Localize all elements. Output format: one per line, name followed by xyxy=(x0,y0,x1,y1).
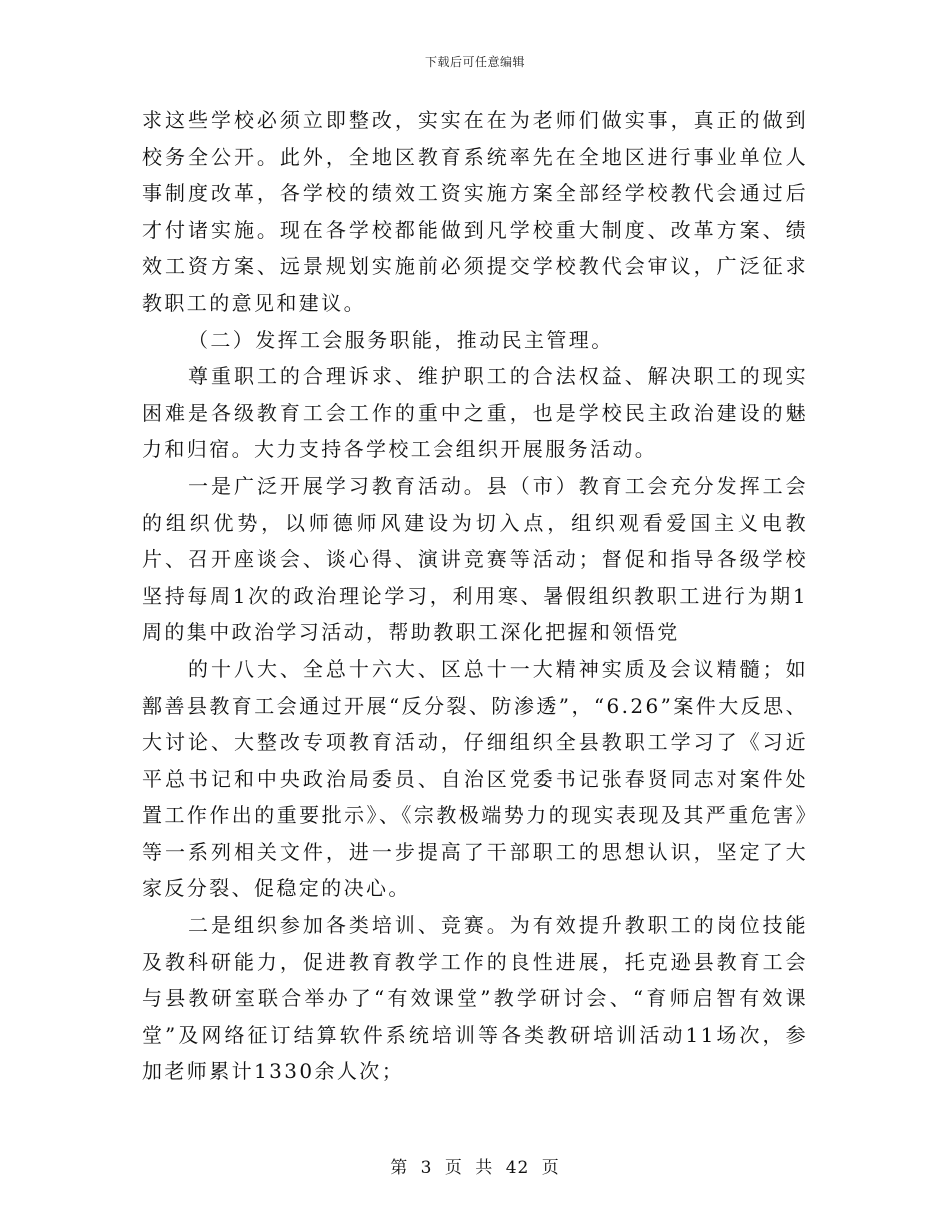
footer-label-page: 第 xyxy=(390,1158,409,1178)
footer-label-total: 共 xyxy=(475,1158,494,1178)
footer-label-page-unit: 页 xyxy=(444,1158,463,1178)
paragraph-5: 的十八大、全总十六大、区总十一大精神实质及会议精髓；如鄯善县教育工会通过开展“反分裂、防渗透”，“6.26”案件大反思、大讨论、大整改专项教育活动，仔细组织全县教职工学习了《习近平总书记和中央政治局委员、自治区党委书记张春贤同志对案件处置工作作出的重要批示》、《宗教极端势力的现实表现及其严重危害》等一系列相关文件，进一步提高了干部职工的思想认识，坚定了大家反分裂、促稳定的决心。 xyxy=(142,656,808,901)
footer-total-pages: 42 xyxy=(505,1158,530,1178)
page-footer xyxy=(0,1153,950,1178)
paragraph-2-section-heading: （二）发挥工会服务职能，推动民主管理。 xyxy=(188,327,614,352)
paragraph-6: 二是组织参加各类培训、竞赛。为有效提升教职工的岗位技能及教科研能力，促进教育教学工作的良性进展，托克逊县教育工会与县教研室联合举办了“有效课堂”教学研讨会、“育师启智有效课堂”及网络征订结算软件系统培训等各类教研培训活动11场次，参加老师累计1330余人次； xyxy=(142,913,808,1084)
paragraph-4: 一是广泛开展学习教育活动。县（市）教育工会充分发挥工会的组织优势，以师德师风建设为切入点，组织观看爱国主义电教片、召开座谈会、谈心得、演讲竞赛等活动；督促和指导各级学校坚持每周1次的政治理论学习，利用寒、暑假组织教职工进行为期1周的集中政治学习活动，帮助教职工深化把握和领悟党 xyxy=(142,473,808,645)
page-header-note: 下载后可任意编辑 xyxy=(424,55,525,69)
document-body xyxy=(142,102,808,1090)
paragraph-3: 尊重职工的合理诉求、维护职工的合法权益、解决职工的现实困难是各级教育工会工作的重中之重，也是学校民主政治建设的魅力和归宿。大力支持各学校工会组织开展服务活动。 xyxy=(142,364,808,462)
paragraph-1: 求这些学校必须立即整改，实实在在为老师们做实事，真正的做到校务全公开。此外，全地区教育系统率先在全地区进行事业单位人事制度改革，各学校的绩效工资实施方案全部经学校教代会通过后才付诸实施。现在各学校都能做到凡学校重大制度、改革方案、绩效工资方案、远景规划实施前必须提交学校教代会审议，广泛征求教职工的意见和建议。 xyxy=(142,108,808,315)
footer-current-page: 3 xyxy=(420,1158,433,1178)
footer-label-total-unit: 页 xyxy=(541,1158,560,1178)
